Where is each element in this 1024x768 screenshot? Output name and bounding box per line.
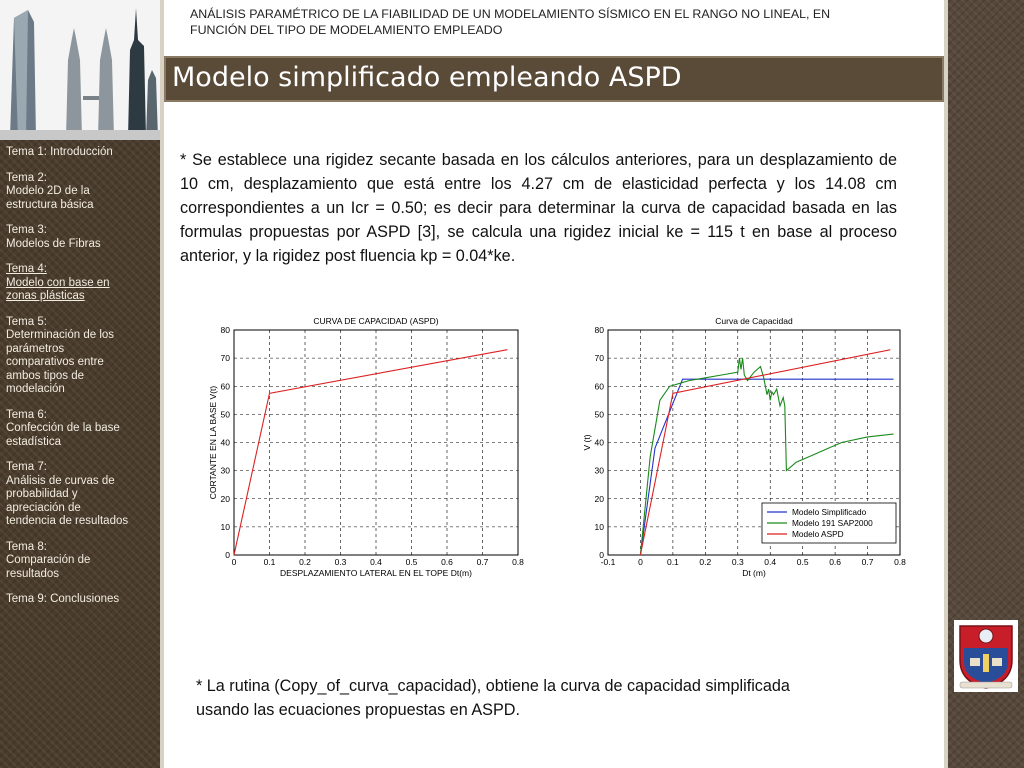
- sidebar-item-label: estadística: [6, 435, 61, 448]
- y-tick-label: 40: [594, 437, 604, 448]
- sidebar-item-label: Confección de la base: [6, 422, 120, 434]
- sidebar-item-label: Tema 1: Introducción: [6, 146, 113, 158]
- y-tick-label: 30: [594, 465, 604, 476]
- y-tick-label: 40: [220, 437, 230, 448]
- chart-capacity-comparison: [570, 308, 910, 590]
- sidebar-item-tema-8[interactable]: [6, 541, 156, 582]
- y-tick-label: 20: [220, 493, 230, 504]
- x-tick-label: 0.4: [370, 557, 382, 567]
- x-tick-label: 0.8: [512, 557, 524, 567]
- sidebar-item-label: Modelo 2D de la: [6, 185, 90, 197]
- x-tick-label: 0.6: [441, 557, 453, 567]
- sidebar-item-label: Tema 9: Conclusiones: [6, 593, 120, 605]
- x-axis-label: DESPLAZAMIENTO LATERAL EN EL TOPE Dt(m): [280, 568, 472, 578]
- sidebar-item-label: estructura básica: [6, 198, 94, 211]
- x-tick-label: 0: [638, 557, 643, 567]
- y-tick-label: 80: [220, 325, 230, 335]
- skyscrapers-image: [0, 0, 160, 140]
- y-axis-label: CORTANTE EN LA BASE V(t): [208, 385, 218, 500]
- y-tick-label: 70: [594, 353, 604, 364]
- sidebar-item-label: zonas plásticas: [6, 290, 85, 302]
- legend-label: Modelo Simplificado: [792, 507, 867, 517]
- x-tick-label: 0.1: [666, 557, 679, 567]
- sidebar-item-label: Tema 5:: [6, 315, 47, 328]
- paragraph-2-line-1: * La rutina (Copy_of_curva_capacidad), obtiene la curva de capacidad simplificada: [196, 677, 790, 695]
- x-axis-label: Dt (m): [742, 568, 766, 578]
- sidebar-item-label: Tema 6:: [6, 408, 47, 421]
- x-tick-label: 0.7: [476, 557, 489, 567]
- body-paragraph-1: * Se establece una rigidez secante basada en los cálculos anteriores, para un desplazamiento de 10 cm, desplazamiento que está entre los 4.27 cm de elasticidad perfecta y los 14.08 cm correspondientes a un Icr = 0.50; es decir para determinar la curva de capacidad basada en las formulas propuestas por ASPD [3], se calcula una rigidez inicial ke = 115 t en base al proceso anterior, y la rigidez post fluencia kp = 0.04*ke.: [180, 151, 897, 265]
- y-tick-label: 0: [599, 550, 604, 560]
- x-tick-label: 0.6: [829, 557, 842, 567]
- presentation-header: [190, 6, 930, 38]
- body-paragraph-2: [196, 674, 896, 722]
- sidebar-divider: [160, 0, 164, 768]
- y-tick-label: 10: [594, 521, 604, 532]
- x-tick-label: 0.2: [299, 557, 311, 567]
- sidebar-item-tema-7[interactable]: [6, 461, 156, 529]
- sidebar-item-tema-9[interactable]: [6, 593, 156, 607]
- sidebar-item-label: parámetros: [6, 342, 65, 355]
- y-tick-label: 10: [220, 521, 230, 532]
- chart-title: CURVA DE CAPACIDAD (ASPD): [313, 316, 439, 326]
- y-tick-label: 50: [594, 409, 604, 420]
- sidebar-item-tema-5[interactable]: [6, 316, 156, 397]
- x-tick-label: 0.4: [764, 557, 777, 567]
- sidebar-item-label: comparativos entre: [6, 356, 104, 368]
- y-tick-label: 70: [220, 353, 230, 364]
- sidebar-item-label: probabilidad y: [6, 488, 78, 500]
- chart-capacity-aspd: [198, 308, 534, 590]
- sidebar-item-label: Comparación de: [6, 554, 91, 566]
- sidebar-item-tema-6[interactable]: [6, 409, 156, 450]
- x-tick-label: 0.7: [861, 557, 874, 567]
- sidebar-item-label: ambos tipos de: [6, 369, 84, 382]
- x-tick-label: 0.5: [405, 557, 418, 567]
- university-emblem-icon: [954, 620, 1018, 692]
- sidebar-item-tema-3[interactable]: [6, 224, 156, 251]
- chart-title: Curva de Capacidad: [715, 316, 793, 326]
- paragraph-2-line-2: usando las ecuaciones propuestas en ASPD.: [196, 701, 520, 719]
- y-tick-label: 50: [220, 409, 230, 420]
- x-tick-label: 0.2: [699, 557, 712, 567]
- sidebar-item-label: Modelo con base en: [6, 276, 110, 289]
- sidebar-item-label: modelación: [6, 383, 65, 395]
- y-tick-label: 80: [594, 325, 604, 335]
- page-title: Modelo simplificado empleando ASPD: [172, 62, 682, 93]
- sidebar-item-label: Tema 7:: [6, 461, 47, 473]
- sidebar-item-label: apreciación de: [6, 501, 81, 514]
- sidebar-item-label: Análisis de curvas de: [6, 474, 115, 487]
- sidebar-item-label: Tema 8:: [6, 540, 47, 553]
- y-tick-label: 30: [220, 465, 230, 476]
- sidebar-item-label: Determinación de los: [6, 329, 115, 341]
- sidebar-item-label: Tema 2:: [6, 171, 47, 184]
- sidebar-item-label: Modelos de Fibras: [6, 237, 101, 250]
- x-tick-label: 0.3: [731, 557, 744, 567]
- x-tick-label: 0.3: [334, 557, 347, 567]
- sidebar-item-tema-4[interactable]: [6, 263, 156, 304]
- y-tick-label: 0: [225, 550, 230, 560]
- x-tick-label: 0.8: [894, 557, 906, 567]
- sidebar-nav: [6, 146, 156, 619]
- sidebar-item-tema-1[interactable]: [6, 146, 156, 160]
- sidebar-item-label: resultados: [6, 567, 60, 580]
- x-tick-label: -0.1: [600, 557, 616, 567]
- sidebar-item-tema-2[interactable]: [6, 172, 156, 213]
- header-line-2: FUNCIÓN DEL TIPO DE MODELAMIENTO EMPLEADO: [190, 23, 503, 37]
- x-tick-label: 0: [231, 557, 237, 567]
- y-axis-label: V (t): [582, 434, 592, 451]
- sidebar-item-label: tendencia de resultados: [6, 515, 129, 527]
- sidebar-item-label: Tema 3:: [6, 224, 47, 236]
- legend-label: Modelo 191 SAP2000: [792, 518, 873, 528]
- y-tick-label: 20: [594, 493, 604, 504]
- y-tick-label: 60: [594, 381, 604, 392]
- y-tick-label: 60: [220, 381, 230, 392]
- header-line-1: ANÁLISIS PARAMÉTRICO DE LA FIABILIDAD DE UN MODELAMIENTO SÍSMICO EN EL RANGO NO LINEAL, EN: [190, 7, 831, 21]
- sidebar-item-label: Tema 4:: [6, 263, 47, 275]
- legend-label: Modelo ASPD: [792, 529, 844, 539]
- x-tick-label: 0.5: [796, 557, 809, 567]
- x-tick-label: 0.1: [263, 557, 276, 567]
